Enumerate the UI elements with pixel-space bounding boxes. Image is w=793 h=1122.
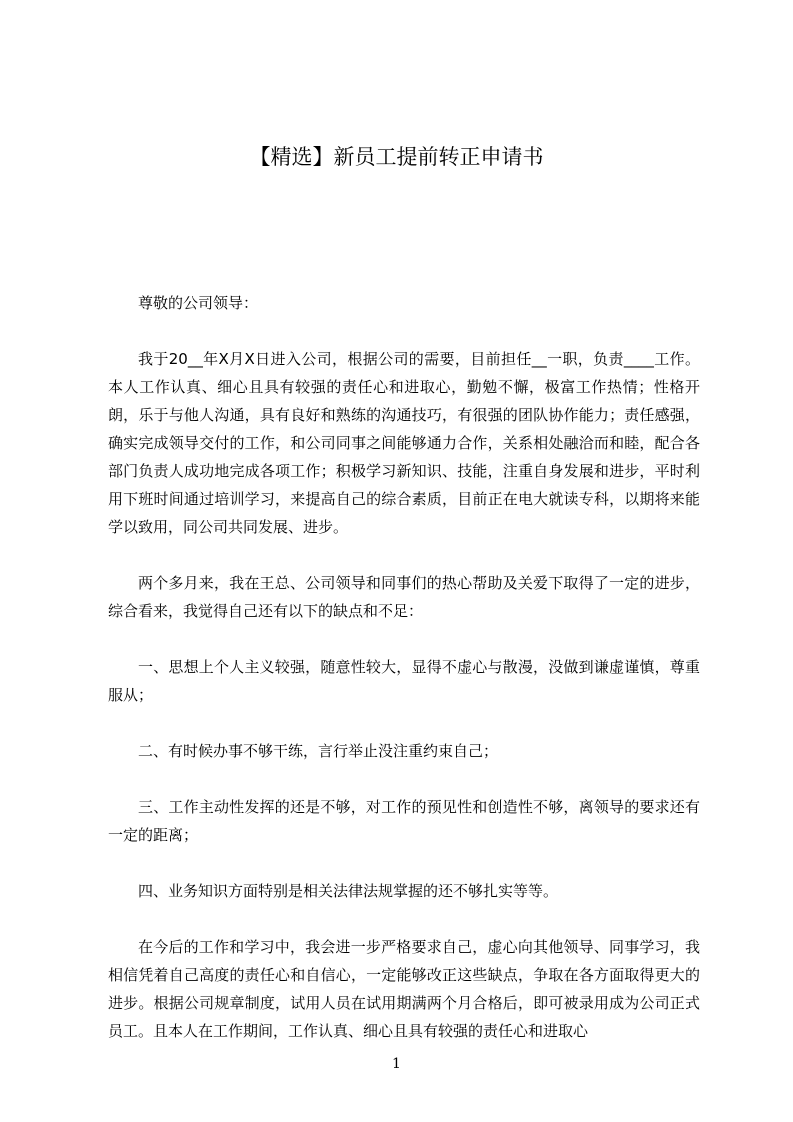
paragraph-shortcoming-2: 二、有时候办事不够干练，言行举止没注重约束自己；	[138, 742, 499, 760]
salutation: 尊敬的公司领导：	[138, 294, 259, 312]
paragraph-progress: 两个多月来，我在王总、公司领导和同事们的热心帮助及关爱下取得了一定的进步，综合看来，我觉得自己还有以下的缺点和不足：	[108, 574, 700, 620]
paragraph-spacer	[108, 849, 700, 877]
paragraph-spacer	[108, 541, 700, 569]
document-title: 【精选】新员工提前转正申请书	[249, 145, 544, 169]
paragraph-future: 在今后的工作和学习中，我会进一步严格要求自己，虚心向其他领导、同事学习，我相信凭着自己高度的责任心和自信心，一定能够改正这些缺点，争取在各方面取得更大的进步。根据公司规章制度，试用人员在试用期满两个月合格后，即可被录用成为公司正式员工。且本人在工作期间，工作认真、细心且具有较强的责任心和进取心	[108, 938, 700, 1040]
paragraph-shortcoming-4: 四、业务知识方面特别是相关法律法规掌握的还不够扎实等等。	[138, 882, 559, 900]
paragraph-intro: 我于20__年X月X日进入公司，根据公司的需要，目前担任__一职，负责____工作。本人工作认真、细心且具有较强的责任心和进取心，勤勉不懈，极富工作热情；性格开朗，乐于与他人沟通，具有良好和熟练的沟通技巧，有很强的团队协作能力；责任感强，确实完成领导交付的工作，和公司同事之间能够通力合作，关系相处融洽而和睦，配合各部门负责人成功地完成各项工作；积极学习新知识、技能，注重自身发展和进步，平时利用下班时间通过培训学习，来提高自己的综合素质，目前正在电大就读专科，以期将来能学以致用，同公司共同发展、进步。	[108, 350, 700, 536]
paragraph-spacer	[108, 905, 700, 933]
document-body	[108, 289, 700, 1045]
paragraph-shortcoming-1: 一、思想上个人主义较强，随意性较大，显得不虚心与散漫，没做到谦虚谨慎，尊重服从；	[108, 658, 700, 704]
page-number: 1	[392, 1056, 401, 1072]
paragraph-spacer	[108, 625, 700, 653]
paragraph-spacer	[108, 317, 700, 345]
paragraph-spacer	[108, 765, 700, 793]
paragraph-spacer	[108, 709, 700, 737]
paragraph-shortcoming-3: 三、工作主动性发挥的还是不够，对工作的预见性和创造性不够，离领导的要求还有一定的距离；	[108, 798, 700, 844]
